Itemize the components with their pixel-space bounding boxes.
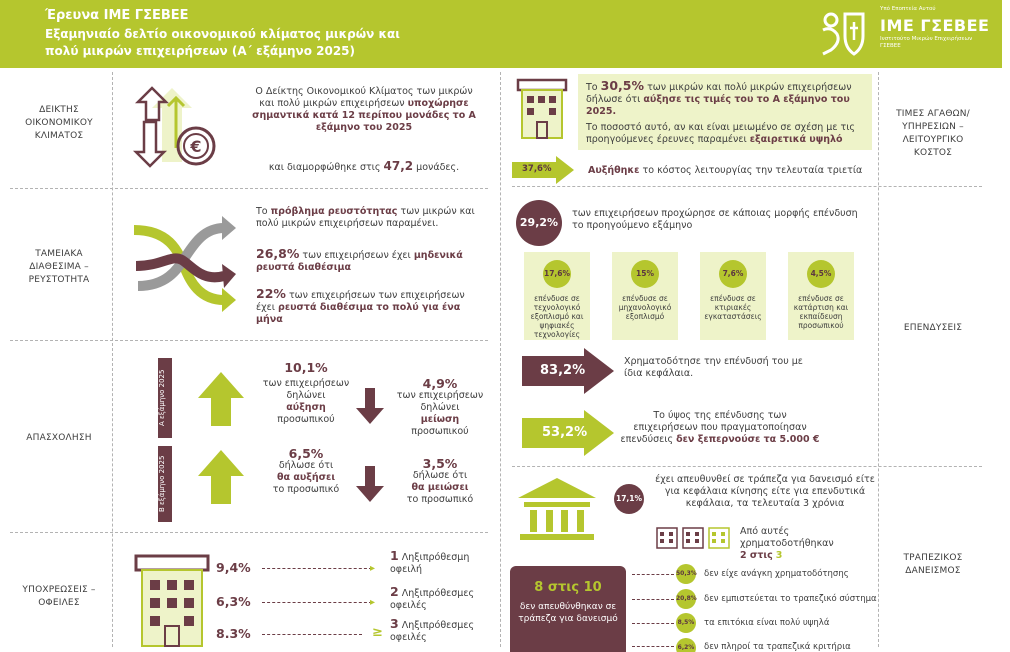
prices-text2-bold: εξαιρετικά υψηλό (749, 134, 843, 145)
category-bank-loans: ΤΡΑΠΕΖΙΚΟΣ ΔΑΝΕΙΣΜΟΣ (903, 553, 963, 576)
climate-value-post: μονάδες. (416, 162, 460, 173)
prices-text-bold: αύξησε τις τιμές του το Α εξάμηνο του 2025. (586, 94, 850, 117)
liquidity-stat2-bold: ρευστά διαθέσιμα το πολύ για ένα μήνα (256, 302, 461, 325)
liquidity-stat-month (256, 288, 484, 326)
bank-applied-text: έχει απευθυνθεί σε τράπεζα για δανεισμό είτε για κεφάλαια κίνησης είτε για επενδυτικά κεφάλαια, τα τελευταία 3 χρόνια (655, 474, 875, 509)
investment-box-label: επένδυσε σε κτιριακές εγκαταστάσεις (704, 294, 762, 321)
category-climate: ΔΕΙΚΤΗΣ ΟΙΚΟΝΟΜΙΚΟΥ ΚΛΙΜΑΤΟΣ (25, 105, 93, 141)
investment-size-plain: Το ύψος της επένδυσης των επιχειρήσεων που πραγματοποίησαν επενδύσεις (620, 410, 807, 445)
reason-connector (632, 646, 674, 647)
divider (10, 532, 488, 533)
debt-row-num: 3 (390, 616, 399, 631)
divider (10, 340, 488, 341)
employment-b-up-bold: θα αυξήσει (276, 472, 336, 483)
employment-a-up-arrow-icon (198, 372, 244, 426)
debt-gte-symbol: ≥ (372, 625, 383, 640)
employment-b-down-value: 3,5% (422, 456, 458, 471)
liquidity-intro-bold: πρόβλημα ρευστότητας (270, 206, 398, 217)
investment-box (788, 252, 854, 340)
debt-row-value: 9,4% (216, 560, 251, 575)
header-title: Έρευνα ΙΜΕ ΓΣΕΒΕΕ (45, 8, 189, 23)
bank-funded-plain: Από αυτές χρηματοδοτήθηκαν (740, 526, 834, 549)
liquidity-stat2-text: των επιχειρήσεων των επιχειρήσεων έχει (256, 290, 465, 313)
debt-row-text: Ληξιπρόθεσμες οφειλές (390, 588, 475, 611)
reason-value: 6,2% (676, 638, 696, 652)
liquidity-intro-pre: Το (256, 206, 268, 217)
liquidity-stat1-value: 26,8% (256, 246, 300, 261)
employment-a-down-arrow-icon (356, 388, 384, 424)
employment-a-up-text: των επιχειρήσεων δηλώνει (262, 378, 350, 401)
climate-text-plain: Ο Δείκτης Οικονομικού Κλίματος των μικρών και πολύ μικρών επιχειρήσεων (255, 86, 473, 109)
debt-connector (262, 634, 362, 635)
prices-text (586, 80, 866, 118)
debt-row-num: 2 (390, 584, 399, 599)
investment-box-label: επένδυσε σε τεχνολογικό εξοπλισμό και ψηφιακές τεχνολογίες (530, 294, 584, 339)
employment-a-up-bold: αύξηση (286, 402, 326, 413)
employment-a-up-value: 10,1% (284, 360, 328, 375)
arrow-right-icon: ▸ (370, 597, 376, 608)
climate-value-line (248, 160, 480, 174)
employment-b-down-text2: το προσωπικό (406, 494, 474, 505)
employment-a-down-text2: προσωπικού (411, 426, 469, 437)
employment-b-up-arrow-icon (198, 450, 244, 504)
liquidity-stat1-bold: μηδενικά ρευστά διαθέσιμα (256, 250, 463, 273)
investment-box-label: επένδυσε σε μηχανολογικό εξοπλισμό (618, 294, 672, 321)
debt-row-label (390, 618, 490, 644)
investment-main-circle: 29,2% (516, 200, 562, 246)
debt-row-label (390, 586, 490, 612)
investment-size-bold: δεν ξεπερνούσε τα 5.000 € (676, 434, 820, 445)
investment-box-value: 7,6% (719, 260, 747, 288)
building-icon (134, 554, 210, 648)
own-funds-value: 83,2% (540, 363, 586, 378)
employment-a-up-text2: προσωπικού (277, 414, 335, 425)
mini-buildings-icon (656, 526, 730, 550)
investment-size-text (620, 410, 820, 446)
investment-size-value: 53,2% (542, 425, 588, 440)
liquidity-stat2-value: 22% (256, 286, 286, 301)
reason-value: 8,5% (676, 613, 696, 633)
debt-row-text: Ληξιπρόθεσμες οφειλές (390, 620, 475, 643)
header-subtitle: Εξαμηνιαίο δελτίο οικονομικού κλίματος μικρών και πολύ μικρών επιχειρήσεων (Α΄ εξάμηνο 2025) (45, 27, 400, 58)
prices-text2-plain: Το ποσοστό αυτό, αν και είναι μειωμένο σε σχέση με τις προηγούμενες έρευνες παραμένει (586, 122, 855, 145)
semester-b-label: Β εξάμηνο 2025 (158, 446, 172, 522)
bank-not-applied-box (510, 566, 626, 652)
reason-label: δεν πληροί τα τραπεζικά κριτήρια (704, 642, 851, 652)
category-debts: ΥΠΟΧΡΕΩΣΕΙΣ – ΟΦΕΙΛΕΣ (22, 585, 96, 608)
liquidity-stat1-text: των επιχειρήσεων έχει (302, 250, 411, 261)
investment-box-label: επένδυσε σε κατάρτιση και εκπαίδευση προσωπικού (793, 294, 849, 330)
climate-down-arrow-icon (132, 78, 224, 170)
reason-value: 20,8% (676, 589, 696, 609)
bank-icon (516, 476, 598, 542)
liquidity-intro-post: των μικρών και πολύ μικρών επιχειρήσεων παραμένει. (256, 206, 475, 229)
bank-not-applied-text: δεν απευθύνθηκαν σε τράπεζα για δανεισμό (518, 602, 618, 624)
category-investments: ΕΠΕΝΔΥΣΕΙΣ (903, 323, 963, 333)
bank-applied-circle: 17,1% (614, 484, 644, 514)
employment-b-up-value: 6,5% (288, 446, 324, 461)
divider-vertical (500, 72, 501, 647)
prices-text2 (586, 122, 866, 146)
reason-connector (632, 574, 674, 575)
employment-b-down (390, 458, 490, 506)
cost-text-bold: Αυξήθηκε (588, 165, 640, 176)
employment-b-up-text2: το προσωπικό (272, 484, 340, 495)
prices-text-mid: των μικρών και πολύ μικρών επιχειρήσεων δήλωσε ότι (586, 82, 852, 105)
divider (10, 188, 488, 189)
cost-text (588, 165, 878, 177)
climate-text-bold: υποχώρησε σημαντικά κατά 12 περίπου μονάδες το Α εξάμηνο του 2025 (252, 98, 476, 133)
prices-value: 30,5% (600, 78, 645, 93)
category-employment: ΑΠΑΣΧΟΛΗΣΗ (26, 433, 92, 443)
debt-row-value: 6,3% (216, 594, 251, 609)
debt-row-value: 8.3% (216, 626, 251, 641)
employment-a-down-text: των επιχειρήσεων δηλώνει (396, 390, 484, 413)
debt-connector (262, 602, 372, 603)
investment-box-value: 15% (631, 260, 659, 288)
employment-b-up (256, 448, 356, 496)
employment-a-down-value: 4,9% (422, 376, 458, 391)
reason-label: δεν είχε ανάγκη χρηματοδότησης (704, 569, 849, 579)
liquidity-intro (256, 206, 484, 230)
prices-text-pre: Το (586, 82, 598, 93)
debt-row-text: Ληξιπρόθεσμη οφειλή (390, 552, 470, 575)
bank-funded-bold: 2 στις (740, 550, 773, 561)
own-funds-text: Χρηματοδότησε την επένδυσή του με ίδια κεφάλαια. (624, 356, 803, 379)
reason-value: 50,3% (676, 564, 696, 584)
reason-label: δεν εμπιστεύεται το τραπεζικό σύστημα (704, 594, 877, 604)
logo-name: ΙΜΕ ΓΣΕΒΕΕ (880, 16, 990, 35)
category-prices: ΤΙΜΕΣ ΑΓΑΘΩΝ/ ΥΠΗΡΕΣΙΩΝ – ΛΕΙΤΟΥΡΓΙΚΟ ΚΟΣΤΟΣ (896, 109, 970, 158)
bank-funded-text (740, 526, 880, 562)
ime-logo-icon (817, 8, 869, 58)
employment-b-down-bold: θα μειώσει (411, 482, 469, 493)
cost-text-plain: το κόστος λειτουργίας την τελευταία τριετία (642, 165, 863, 176)
liquidity-crossing-arrows-icon (128, 210, 238, 320)
divider (512, 186, 982, 187)
svg-text:€: € (190, 137, 202, 156)
bank-not-applied-big: 8 στις 10 (534, 580, 602, 595)
liquidity-stat-zero (256, 248, 484, 274)
divider-vertical (112, 72, 113, 647)
logo-top-text: Υπό Εποπτεία Αυτού (880, 6, 936, 12)
category-liquidity: ΤΑΜΕΙΑΚΑ ΔΙΑΘΕΣΙΜΑ – ΡΕΥΣΤΟΤΗΤΑ (28, 249, 90, 285)
debt-connector (262, 568, 372, 569)
climate-value-pre: και διαμορφώθηκε στις (268, 162, 381, 173)
reason-connector (632, 623, 674, 624)
employment-b-down-text: δήλωσε ότι (412, 470, 468, 481)
employment-a-down-bold: μείωση (420, 414, 460, 425)
debt-row-label (390, 550, 490, 576)
climate-text (248, 86, 480, 134)
climate-value: 47,2 (383, 159, 414, 173)
investment-box-value: 4,5% (807, 260, 835, 288)
semester-a-label: Α εξάμηνο 2025 (158, 358, 172, 438)
bank-funded-green: 3 (775, 550, 783, 561)
debt-row-num: 1 (390, 548, 399, 563)
shop-building-icon (516, 78, 568, 140)
investment-box (700, 252, 766, 340)
divider (512, 466, 982, 467)
cost-value: 37,6% (522, 164, 552, 174)
reason-connector (632, 599, 674, 600)
employment-b-up-text: δήλωσε ότι (278, 460, 334, 471)
investment-box (612, 252, 678, 340)
logo-institute: Ινστιτούτο Μικρών Επιχειρήσεων ΓΣΕΒΕΕ (880, 36, 973, 49)
investment-box-value: 17,6% (543, 260, 571, 288)
arrow-right-icon: ▸ (370, 563, 376, 574)
employment-a-up (256, 362, 356, 426)
investment-main-text: των επιχειρήσεων προχώρησε σε κάποιας μορφής επένδυση το προηγούμενο εξάμηνο (572, 208, 858, 231)
investment-box (524, 252, 590, 340)
employment-b-down-arrow-icon (356, 466, 384, 502)
reason-label: τα επιτόκια είναι πολύ υψηλά (704, 618, 830, 628)
employment-a-down (390, 378, 490, 438)
